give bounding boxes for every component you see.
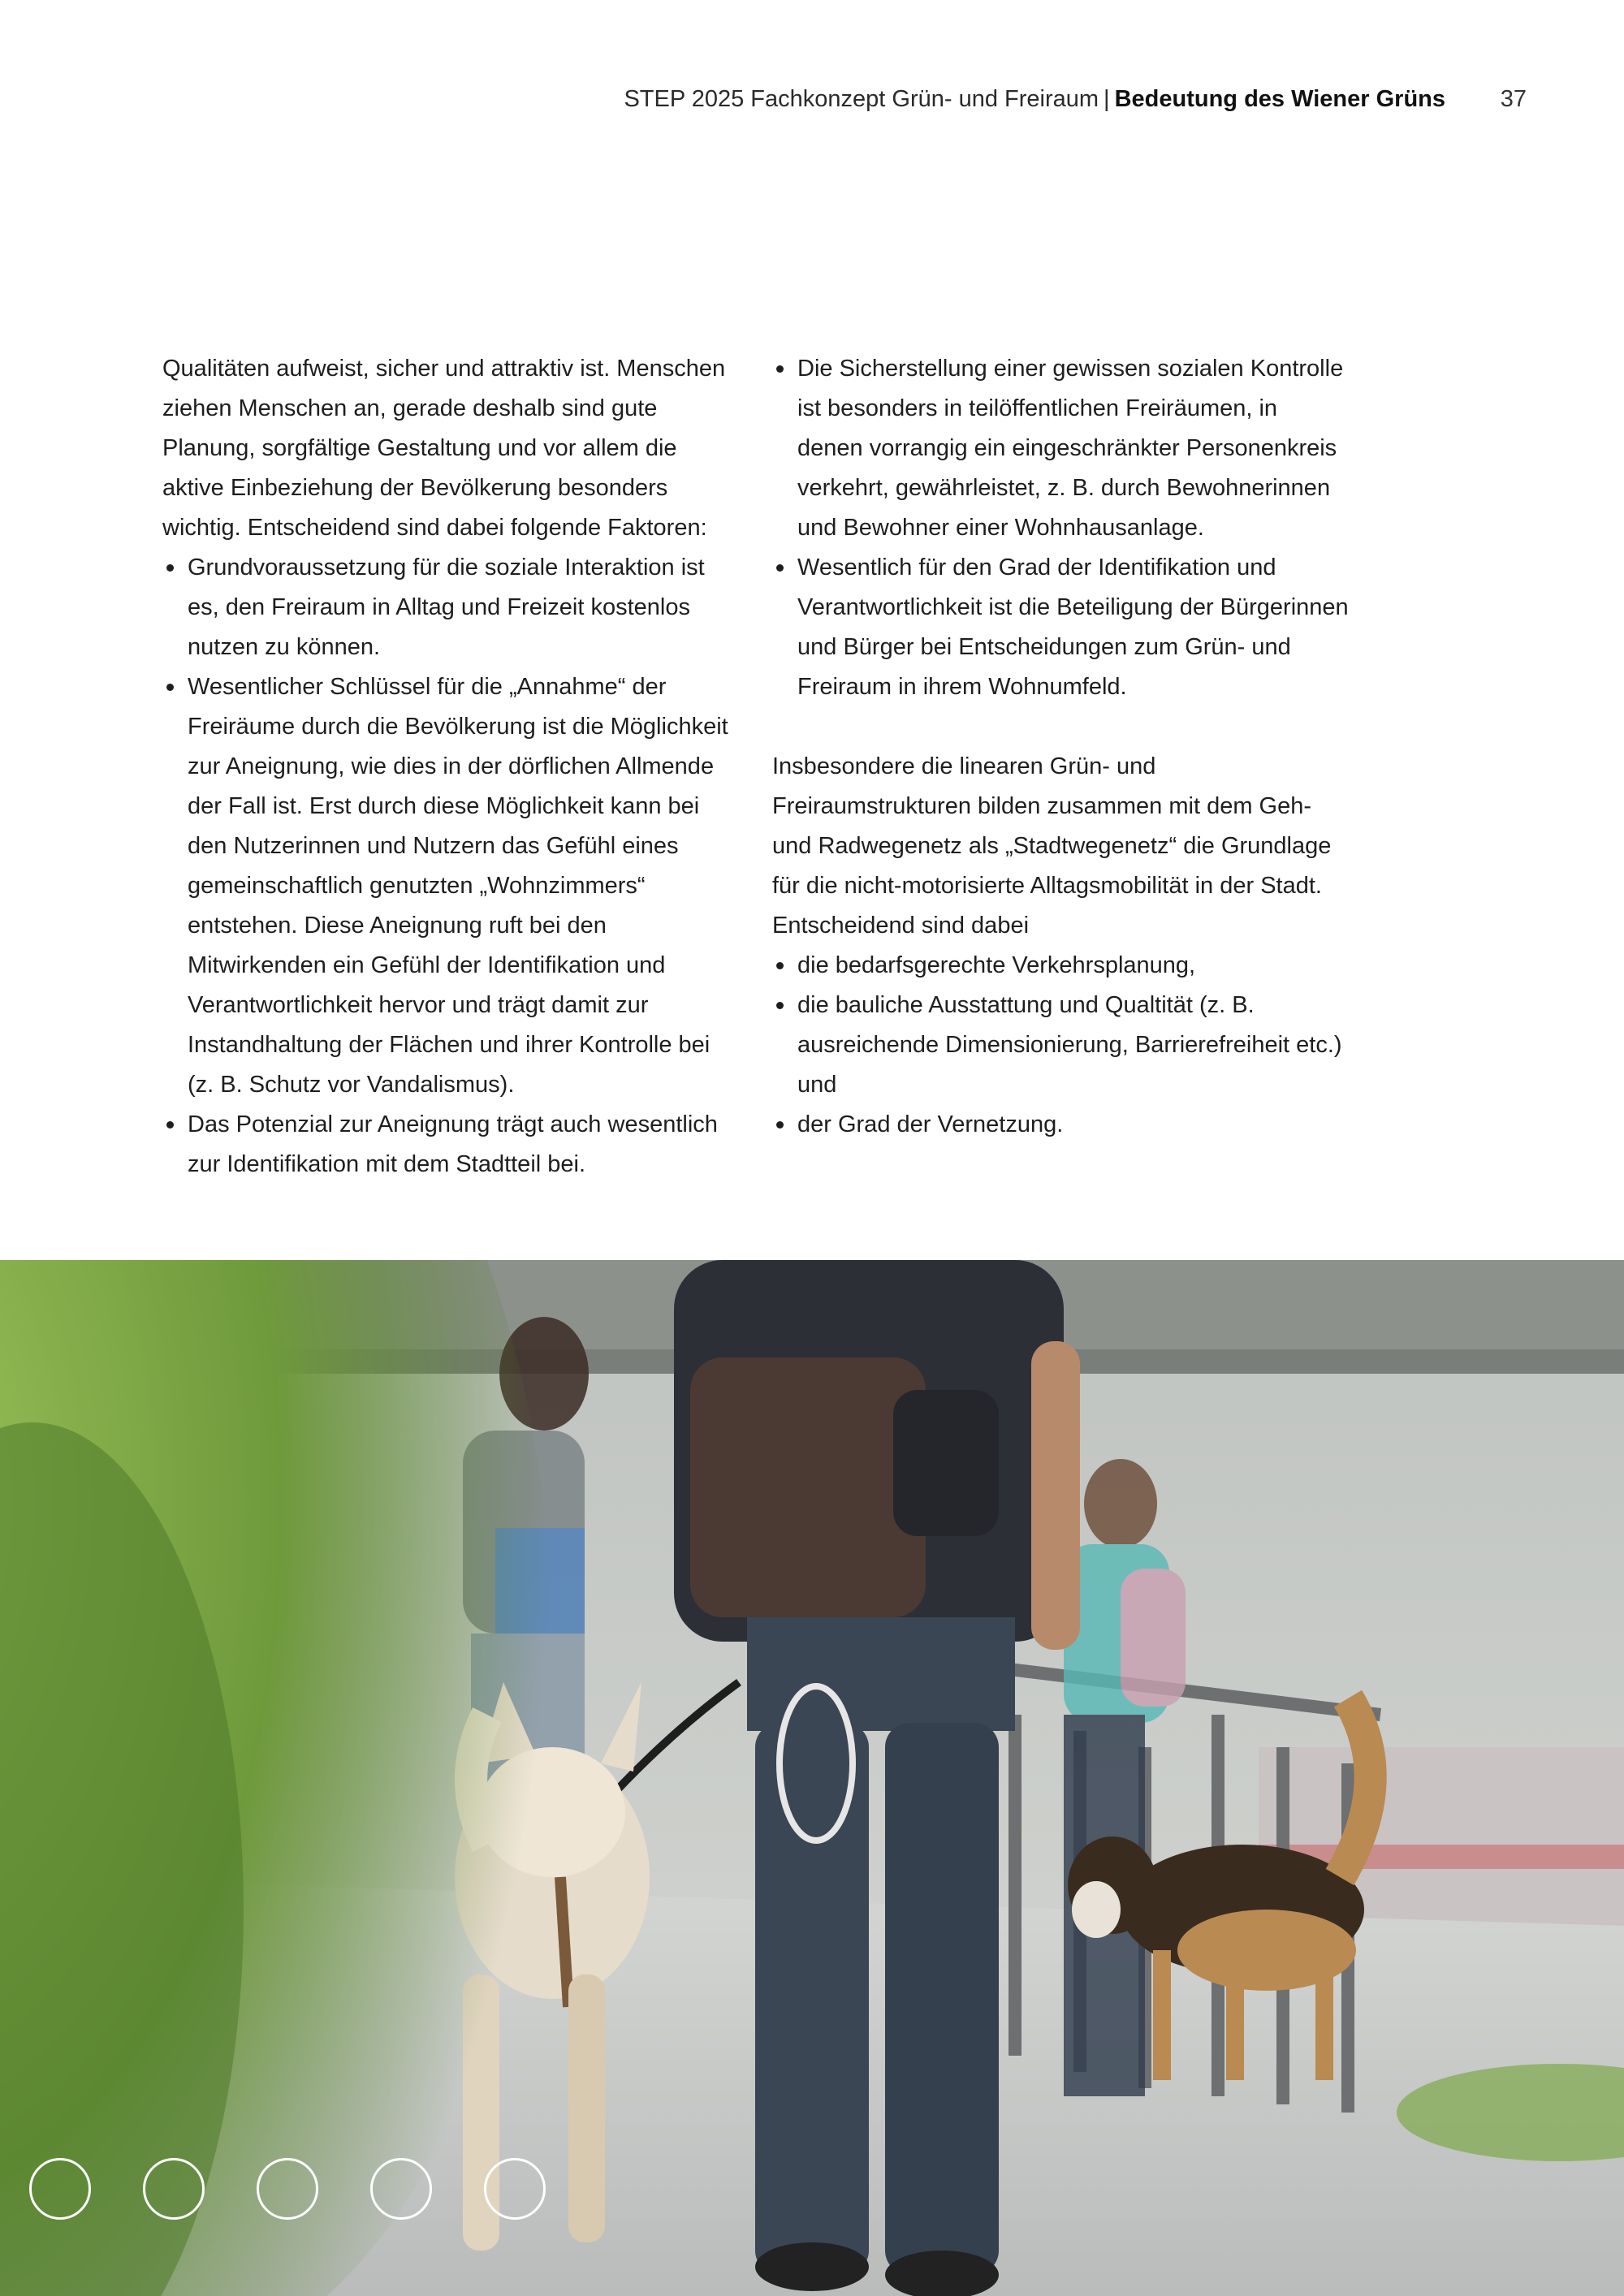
indicator-dot[interactable] [29,2158,91,2220]
indicator-dot[interactable] [370,2158,432,2220]
list-item: die bauliche Ausstattung und Qualtität (z. B. ausreichende Dimensionierung, Barrierefreiheit etc.) und [772,986,1349,1105]
page-header [0,81,1527,117]
page-number: 37 [1500,86,1527,112]
list-item: Das Potenzial zur Aneignung trägt auch wesentlich zur Identifikation mit dem Stadtteil bei. [162,1105,739,1185]
section-title: Bedeutung des Wiener Grüns [1114,86,1445,112]
factor-list-continued [772,349,1349,707]
factor-list [162,548,739,1185]
image-indicator-dots [29,2158,546,2220]
list-item: Grundvoraussetzung für die soziale Interaktion ist es, den Freiraum in Alltag und Freizeit kostenlos nutzen zu können. [162,548,739,667]
indicator-dot[interactable] [257,2158,318,2220]
list-item: die bedarfsgerechte Verkehrsplanung, [772,946,1349,986]
paragraph-gap [772,707,1349,747]
right-column [772,349,1349,1145]
photo-people-with-dogs [0,1260,1624,2296]
left-column [162,349,739,1185]
publication-title: STEP 2025 Fachkonzept Grün- und Freiraum [624,86,1099,112]
list-item: Die Sicherstellung einer gewissen sozialen Kontrolle ist besonders in teilöffentlichen Freiräumen, in denen vorrangig ein eingeschränkter Personenkreis verkehrt, gewährleistet, z. B. durch Bewohnerinnen und Bewohner einer Wohnhausanlage. [772,349,1349,548]
header-separator: | [1104,86,1110,112]
photo-illustration [0,1260,1624,2296]
indicator-dot[interactable] [143,2158,205,2220]
list-item: Wesentlich für den Grad der Identifikation und Verantwortlichkeit ist die Beteiligung der Bürgerinnen und Bürger bei Entscheidungen zum Grün- und Freiraum in ihrem Wohnumfeld. [772,548,1349,707]
intro-paragraph: Qualitäten aufweist, sicher und attraktiv ist. Menschen ziehen Menschen an, gerade deshalb sind gute Planung, sorgfältige Gestaltung und vor allem die aktive Einbeziehung der Bevölkerung besonders wichtig. Entscheidend sind dabei folgende Faktoren: [162,356,726,541]
mobility-paragraph: Insbesondere die linearen Grün- und Freiraumstrukturen bilden zusammen mit dem Geh- und Radwegenetz als „Stadtwegenetz“ die Grundlage für die nicht-motorisierte Alltagsmobilität in der Stadt. Entscheidend sind dabei [772,753,1332,939]
list-item: Wesentlicher Schlüssel für die „Annahme“ der Freiräume durch die Bevölkerung ist die Möglichkeit zur Aneignung, wie dies in der dörflichen Allmende der Fall ist. Erst durch diese Möglichkeit kann bei den Nutzerinnen und Nutzern das Gefühl eines gemeinschaftlich genutzten „Wohnzimmers“ entstehen. Diese Aneignung ruft bei den Mitwirkenden ein Gefühl der Identifikation und Verantwortlichkeit hervor und trägt damit zur Instandhaltung der Flächen und ihrer Kontrolle bei (z. B. Schutz vor Vandalismus). [162,667,739,1105]
list-item: der Grad der Vernetzung. [772,1105,1349,1145]
mobility-list [772,946,1349,1145]
indicator-dot[interactable] [484,2158,546,2220]
